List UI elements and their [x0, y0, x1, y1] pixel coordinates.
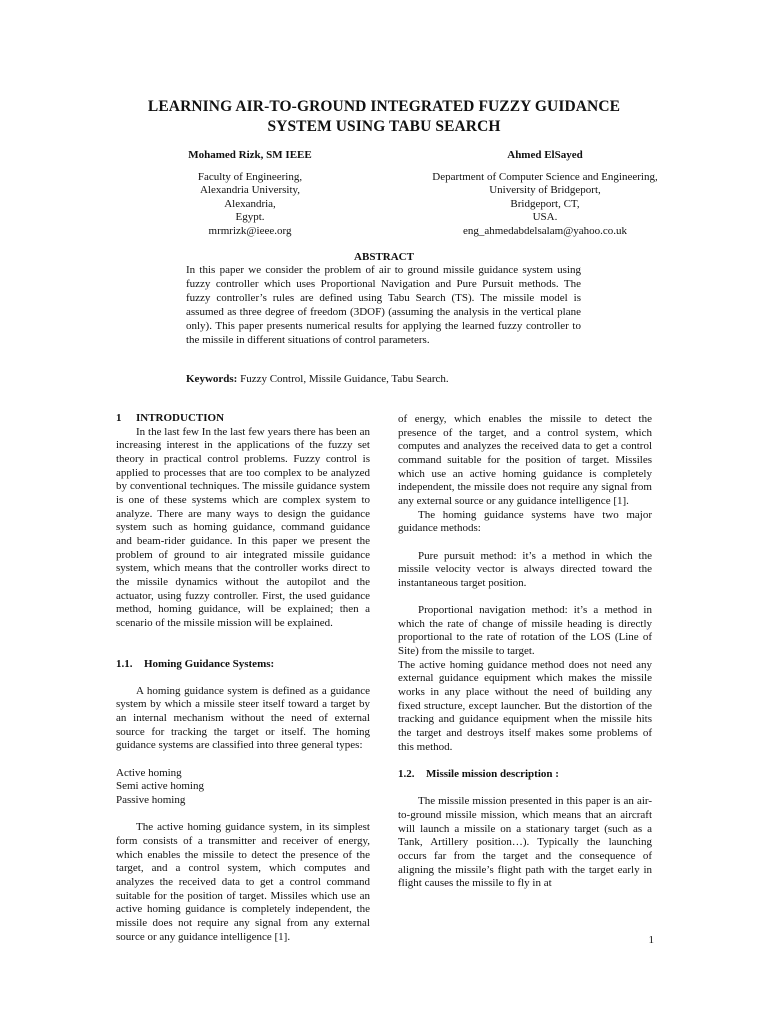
paragraph: The missile mission presented in this paper is an air-to-ground missile mission, which means that an aircraft will launch a missile on a stationary target (such as a Tank, Artillery position…). Typically the launching occurs far from the target and the consequence of aligning the missile’s flight path with the target early in flight causes the missile to fly in at [398, 795, 652, 890]
author-affiliation: Department of Computer Science and Engineering, [432, 170, 658, 183]
paper-title [100, 97, 668, 137]
paragraph-continued: of energy, which enables the missile to detect the presence of the target, and a control system, which computes and analyzes the received data to get a control command suitable for the position of target. Missiles which use an active homing guidance is completely independent, the missile does not require any signal from any external source or any guidance intelligence [1]. [398, 413, 652, 507]
author-affiliation: University of Bridgeport, [489, 184, 601, 197]
abstract-heading: ABSTRACT [354, 251, 414, 263]
section-number: 1.2. [398, 768, 415, 781]
abstract-text: In this paper we consider the problem of air to ground missile guidance system using fuzzy controller which uses Proportional Navigation and Pure Pursuit methods. The fuzzy controller’s rules are defined using Tabu Search (TS). The missile model is assumed as three degree of freedom (3DOF) (assuming the analysis in the vertical plane only). This paper presents numerical results for applying the learned fuzzy controller to the missile in different situations of control parameters. [186, 264, 581, 346]
page-number: 1 [648, 934, 654, 946]
list-item: Active homing [116, 766, 182, 779]
author-name: Ahmed ElSayed [507, 149, 583, 161]
author-affiliation: Alexandria, [224, 197, 276, 210]
section-title: Homing Guidance Systems: [144, 657, 275, 670]
author-affiliation: Egypt. [235, 211, 265, 224]
left-column [116, 412, 370, 943]
section-heading-mission [398, 768, 652, 782]
title-line-1: LEARNING AIR-TO-GROUND INTEGRATED FUZZY GUIDANCE [147, 98, 621, 115]
section-title: INTRODUCTION [136, 412, 225, 424]
author-name: Mohamed Rizk, SM IEEE [188, 149, 312, 161]
keywords-label: Keywords: [186, 373, 238, 385]
author-block-1 [150, 149, 350, 239]
section-number: 1.1. [116, 657, 133, 670]
keywords-text: Fuzzy Control, Missile Guidance, Tabu Search. [240, 373, 449, 385]
author-block-2 [380, 149, 710, 239]
section-number: 1 [116, 412, 122, 424]
paragraph: In the last few In the last few years there has been an increasing interest in the applications of the fuzzy set theory in practical control problems. Fuzzy control is applied to processes that are too complex to be analyzed by conventional techniques. The missile guidance system is one of these systems which are complex system to analyze. There are many ways to design the guidance system such as homing guidance, command guidance and beam-rider guidance. In this paper we present the problem of ground to air integrated missile guidance system, which means that the controller works direct to the missile dynamics without the autopilot and the actuator, using fuzzy controller. First, the used guidance method, homing guidance, will be explained; then a scenario of the missile mission will be explained. [116, 425, 370, 629]
paragraph: Pure pursuit method: it’s a method in which the missile velocity vector is always directed toward the instantaneous target position. [398, 549, 652, 589]
paragraph: The homing guidance systems have two major guidance methods: [398, 508, 652, 535]
author-email: mrmrizk@ieee.org [208, 224, 292, 237]
list-item: Passive homing [116, 794, 186, 807]
paragraph: Proportional navigation method: it’s a method in which the rate of change of missile heading is directly proportional to the rate of rotation of the LOS (Line of Site) from the missile to target. [398, 604, 652, 658]
author-affiliation: Alexandria University, [199, 184, 301, 197]
author-affiliation: USA. [532, 211, 558, 224]
author-email: eng_ahmedabdelsalam@yahoo.co.uk [462, 224, 628, 237]
author-affiliation: Bridgeport, CT, [510, 197, 580, 210]
paragraph: The active homing guidance method does not need any external guidance equipment which makes the missile works in any place without the need of building any fixed structure, except launcher. But the distortion of the tracking and guidance equipment when the missile hits the target and destroys itself makes some problems of this method. [398, 658, 652, 753]
right-column [398, 413, 652, 891]
section-title: Missile mission description : [426, 768, 559, 781]
paragraph: A homing guidance system is defined as a guidance system by which a missile steer itself toward a target by an internal mechanism without the need of external source for tracking the target or itself. The homing guidance systems are classified into three general types: [116, 684, 370, 752]
title-line-2: SYSTEM USING TABU SEARCH [267, 118, 501, 135]
section-heading-homing [116, 658, 370, 672]
section-heading-introduction [116, 412, 370, 426]
keywords [186, 373, 582, 387]
list-item: Semi active homing [116, 780, 204, 793]
paragraph: The active homing guidance system, in its simplest form consists of a transmitter and receiver of energy, which enables the missile to detect the presence of the target, and a control system, which computes and analyzes the received data to get a control command suitable for the position of target. Missiles which use an active homing guidance is completely independent, the missile does not require any signal from any external source or any guidance intelligence [1]. [116, 821, 370, 943]
author-affiliation: Faculty of Engineering, [197, 170, 303, 183]
